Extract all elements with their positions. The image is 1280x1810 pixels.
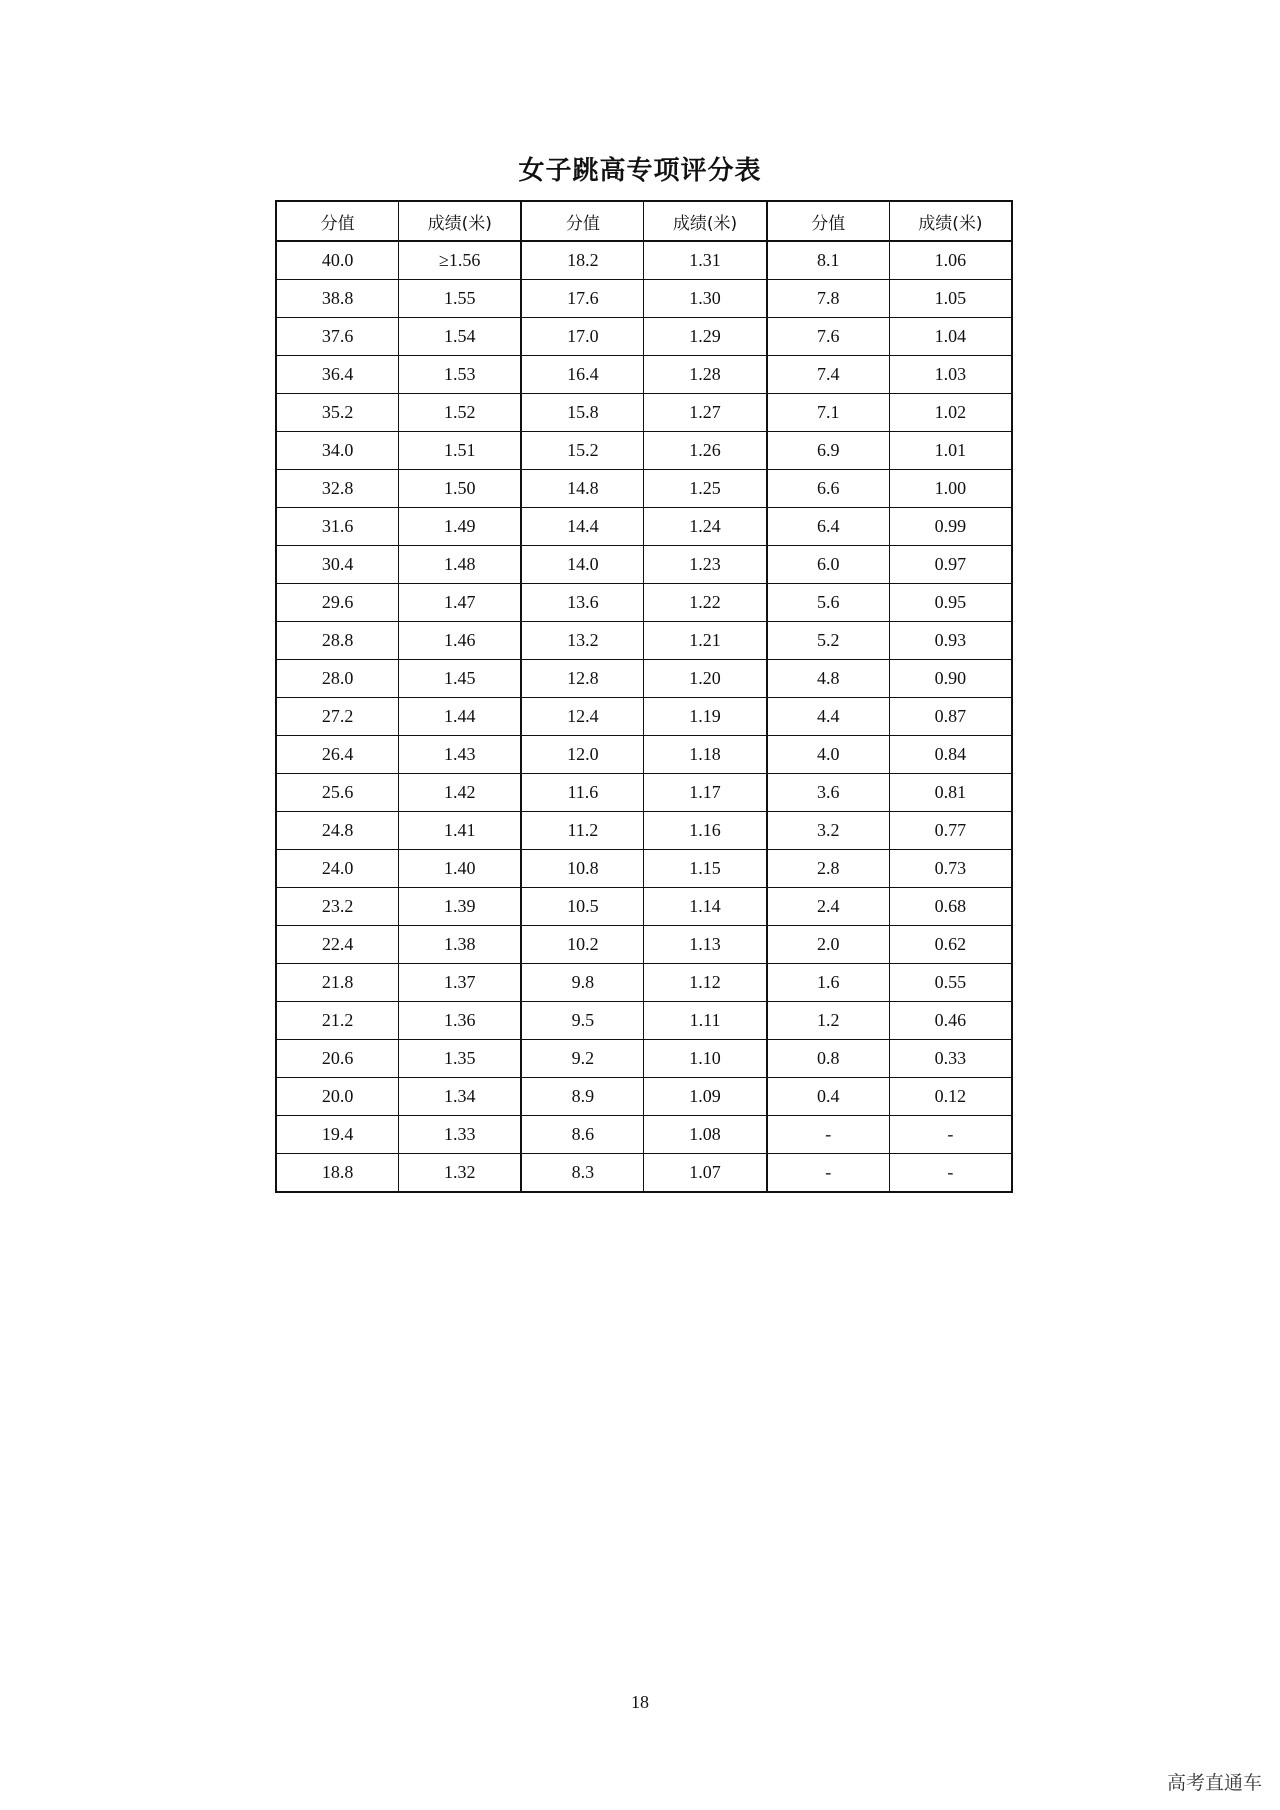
- score-cell: 11.6: [521, 774, 644, 812]
- result-cell: 1.14: [644, 888, 767, 926]
- score-cell: 2.4: [767, 888, 890, 926]
- score-cell: 9.5: [521, 1002, 644, 1040]
- table-row: [276, 1040, 1012, 1078]
- score-cell: 32.8: [276, 470, 399, 508]
- result-cell: 1.46: [399, 622, 522, 660]
- result-cell: 1.16: [644, 812, 767, 850]
- score-cell: 20.0: [276, 1078, 399, 1116]
- result-cell: 1.10: [644, 1040, 767, 1078]
- result-cell: 1.18: [644, 736, 767, 774]
- score-cell: 37.6: [276, 318, 399, 356]
- result-cell: 1.44: [399, 698, 522, 736]
- result-cell: 1.55: [399, 280, 522, 318]
- table-row: [276, 356, 1012, 394]
- score-cell: 12.4: [521, 698, 644, 736]
- result-cell: 1.51: [399, 432, 522, 470]
- score-cell: 29.6: [276, 584, 399, 622]
- result-cell: 1.25: [644, 470, 767, 508]
- score-cell: 9.2: [521, 1040, 644, 1078]
- score-cell: -: [767, 1116, 890, 1154]
- result-cell: 1.06: [889, 241, 1012, 280]
- table-row: [276, 660, 1012, 698]
- score-cell: 14.4: [521, 508, 644, 546]
- score-cell: -: [767, 1154, 890, 1193]
- result-cell: 1.00: [889, 470, 1012, 508]
- score-cell: 13.2: [521, 622, 644, 660]
- score-cell: 24.8: [276, 812, 399, 850]
- score-cell: 28.0: [276, 660, 399, 698]
- result-cell: 1.39: [399, 888, 522, 926]
- result-cell: 1.37: [399, 964, 522, 1002]
- score-cell: 3.2: [767, 812, 890, 850]
- score-cell: 6.9: [767, 432, 890, 470]
- table-row: [276, 736, 1012, 774]
- result-cell: 0.87: [889, 698, 1012, 736]
- watermark: 高考直通车: [1166, 1772, 1262, 1794]
- score-cell: 0.8: [767, 1040, 890, 1078]
- result-cell: 1.35: [399, 1040, 522, 1078]
- result-cell: 1.30: [644, 280, 767, 318]
- score-cell: 25.6: [276, 774, 399, 812]
- score-cell: 14.8: [521, 470, 644, 508]
- result-cell: 1.33: [399, 1116, 522, 1154]
- score-cell: 8.1: [767, 241, 890, 280]
- result-cell: -: [889, 1116, 1012, 1154]
- result-cell: 1.15: [644, 850, 767, 888]
- score-cell: 6.0: [767, 546, 890, 584]
- table-row: [276, 888, 1012, 926]
- score-cell: 10.2: [521, 926, 644, 964]
- result-cell: 1.07: [644, 1154, 767, 1193]
- score-cell: 22.4: [276, 926, 399, 964]
- table-row: [276, 1116, 1012, 1154]
- result-cell: 1.17: [644, 774, 767, 812]
- score-cell: 15.8: [521, 394, 644, 432]
- result-cell: 1.11: [644, 1002, 767, 1040]
- score-cell: 24.0: [276, 850, 399, 888]
- score-cell: 23.2: [276, 888, 399, 926]
- score-cell: 17.6: [521, 280, 644, 318]
- result-cell: 0.93: [889, 622, 1012, 660]
- score-cell: 1.6: [767, 964, 890, 1002]
- result-cell: 0.62: [889, 926, 1012, 964]
- table-row: [276, 241, 1012, 280]
- table-row: [276, 622, 1012, 660]
- header-score: 分值: [521, 201, 644, 241]
- score-cell: 35.2: [276, 394, 399, 432]
- score-cell: 11.2: [521, 812, 644, 850]
- score-cell: 10.5: [521, 888, 644, 926]
- score-cell: 17.0: [521, 318, 644, 356]
- table-row: [276, 1078, 1012, 1116]
- score-cell: 15.2: [521, 432, 644, 470]
- table-row: [276, 280, 1012, 318]
- table-row: [276, 1154, 1012, 1193]
- result-cell: 0.95: [889, 584, 1012, 622]
- result-cell: 1.40: [399, 850, 522, 888]
- result-cell: 0.97: [889, 546, 1012, 584]
- score-cell: 38.8: [276, 280, 399, 318]
- result-cell: 1.04: [889, 318, 1012, 356]
- score-cell: 7.8: [767, 280, 890, 318]
- result-cell: 1.20: [644, 660, 767, 698]
- result-cell: 1.31: [644, 241, 767, 280]
- score-cell: 31.6: [276, 508, 399, 546]
- score-cell: 21.8: [276, 964, 399, 1002]
- result-cell: 1.53: [399, 356, 522, 394]
- score-cell: 36.4: [276, 356, 399, 394]
- header-result: 成绩(米): [399, 201, 522, 241]
- result-cell: ≥1.56: [399, 241, 522, 280]
- score-cell: 28.8: [276, 622, 399, 660]
- result-cell: 0.46: [889, 1002, 1012, 1040]
- score-cell: 12.0: [521, 736, 644, 774]
- table-row: [276, 812, 1012, 850]
- score-cell: 40.0: [276, 241, 399, 280]
- result-cell: 1.41: [399, 812, 522, 850]
- score-cell: 18.8: [276, 1154, 399, 1193]
- result-cell: 0.68: [889, 888, 1012, 926]
- score-cell: 3.6: [767, 774, 890, 812]
- result-cell: 1.24: [644, 508, 767, 546]
- result-cell: 0.55: [889, 964, 1012, 1002]
- result-cell: 0.90: [889, 660, 1012, 698]
- score-cell: 18.2: [521, 241, 644, 280]
- score-table: [275, 200, 1013, 1193]
- result-cell: 1.21: [644, 622, 767, 660]
- result-cell: 1.32: [399, 1154, 522, 1193]
- score-cell: 19.4: [276, 1116, 399, 1154]
- result-cell: 1.38: [399, 926, 522, 964]
- score-cell: 30.4: [276, 546, 399, 584]
- score-cell: 1.2: [767, 1002, 890, 1040]
- result-cell: 1.19: [644, 698, 767, 736]
- table-row: [276, 432, 1012, 470]
- score-cell: 34.0: [276, 432, 399, 470]
- header-result: 成绩(米): [889, 201, 1012, 241]
- score-cell: 4.4: [767, 698, 890, 736]
- result-cell: 1.09: [644, 1078, 767, 1116]
- score-cell: 7.1: [767, 394, 890, 432]
- score-cell: 13.6: [521, 584, 644, 622]
- result-cell: 0.77: [889, 812, 1012, 850]
- score-cell: 6.6: [767, 470, 890, 508]
- result-cell: 1.42: [399, 774, 522, 812]
- result-cell: 1.43: [399, 736, 522, 774]
- table-row: [276, 964, 1012, 1002]
- result-cell: 1.23: [644, 546, 767, 584]
- result-cell: 1.52: [399, 394, 522, 432]
- table-row: [276, 774, 1012, 812]
- score-cell: 27.2: [276, 698, 399, 736]
- score-cell: 0.4: [767, 1078, 890, 1116]
- score-cell: 16.4: [521, 356, 644, 394]
- result-cell: 1.49: [399, 508, 522, 546]
- table-row: [276, 926, 1012, 964]
- result-cell: -: [889, 1154, 1012, 1193]
- result-cell: 0.33: [889, 1040, 1012, 1078]
- result-cell: 1.48: [399, 546, 522, 584]
- score-cell: 9.8: [521, 964, 644, 1002]
- table-row: [276, 1002, 1012, 1040]
- result-cell: 1.26: [644, 432, 767, 470]
- score-cell: 20.6: [276, 1040, 399, 1078]
- score-cell: 14.0: [521, 546, 644, 584]
- score-cell: 8.3: [521, 1154, 644, 1193]
- result-cell: 1.29: [644, 318, 767, 356]
- score-cell: 4.0: [767, 736, 890, 774]
- score-cell: 10.8: [521, 850, 644, 888]
- table-row: [276, 698, 1012, 736]
- score-cell: 8.9: [521, 1078, 644, 1116]
- result-cell: 0.84: [889, 736, 1012, 774]
- header-score: 分值: [767, 201, 890, 241]
- result-cell: 1.34: [399, 1078, 522, 1116]
- score-cell: 12.8: [521, 660, 644, 698]
- result-cell: 1.12: [644, 964, 767, 1002]
- result-cell: 0.99: [889, 508, 1012, 546]
- header-score: 分值: [276, 201, 399, 241]
- score-cell: 5.6: [767, 584, 890, 622]
- score-cell: 2.8: [767, 850, 890, 888]
- page-title: 女子跳高专项评分表: [518, 156, 762, 186]
- score-cell: 21.2: [276, 1002, 399, 1040]
- result-cell: 1.28: [644, 356, 767, 394]
- result-cell: 0.81: [889, 774, 1012, 812]
- result-cell: 1.27: [644, 394, 767, 432]
- score-cell: 8.6: [521, 1116, 644, 1154]
- page-number: 18: [631, 1692, 649, 1712]
- table-row: [276, 584, 1012, 622]
- score-cell: 26.4: [276, 736, 399, 774]
- result-cell: 1.03: [889, 356, 1012, 394]
- result-cell: 1.22: [644, 584, 767, 622]
- result-cell: 1.47: [399, 584, 522, 622]
- score-cell: 4.8: [767, 660, 890, 698]
- table-row: [276, 850, 1012, 888]
- score-cell: 6.4: [767, 508, 890, 546]
- score-cell: 7.6: [767, 318, 890, 356]
- table-row: [276, 546, 1012, 584]
- table-row: [276, 470, 1012, 508]
- table-header-row: [276, 201, 1012, 241]
- result-cell: 0.12: [889, 1078, 1012, 1116]
- result-cell: 1.45: [399, 660, 522, 698]
- result-cell: 1.13: [644, 926, 767, 964]
- table-row: [276, 508, 1012, 546]
- score-cell: 2.0: [767, 926, 890, 964]
- score-cell: 5.2: [767, 622, 890, 660]
- result-cell: 1.36: [399, 1002, 522, 1040]
- header-result: 成绩(米): [644, 201, 767, 241]
- result-cell: 1.02: [889, 394, 1012, 432]
- score-cell: 7.4: [767, 356, 890, 394]
- result-cell: 1.50: [399, 470, 522, 508]
- result-cell: 1.54: [399, 318, 522, 356]
- table-row: [276, 318, 1012, 356]
- result-cell: 1.01: [889, 432, 1012, 470]
- result-cell: 1.08: [644, 1116, 767, 1154]
- result-cell: 0.73: [889, 850, 1012, 888]
- table-row: [276, 394, 1012, 432]
- result-cell: 1.05: [889, 280, 1012, 318]
- table-body: [276, 241, 1012, 1192]
